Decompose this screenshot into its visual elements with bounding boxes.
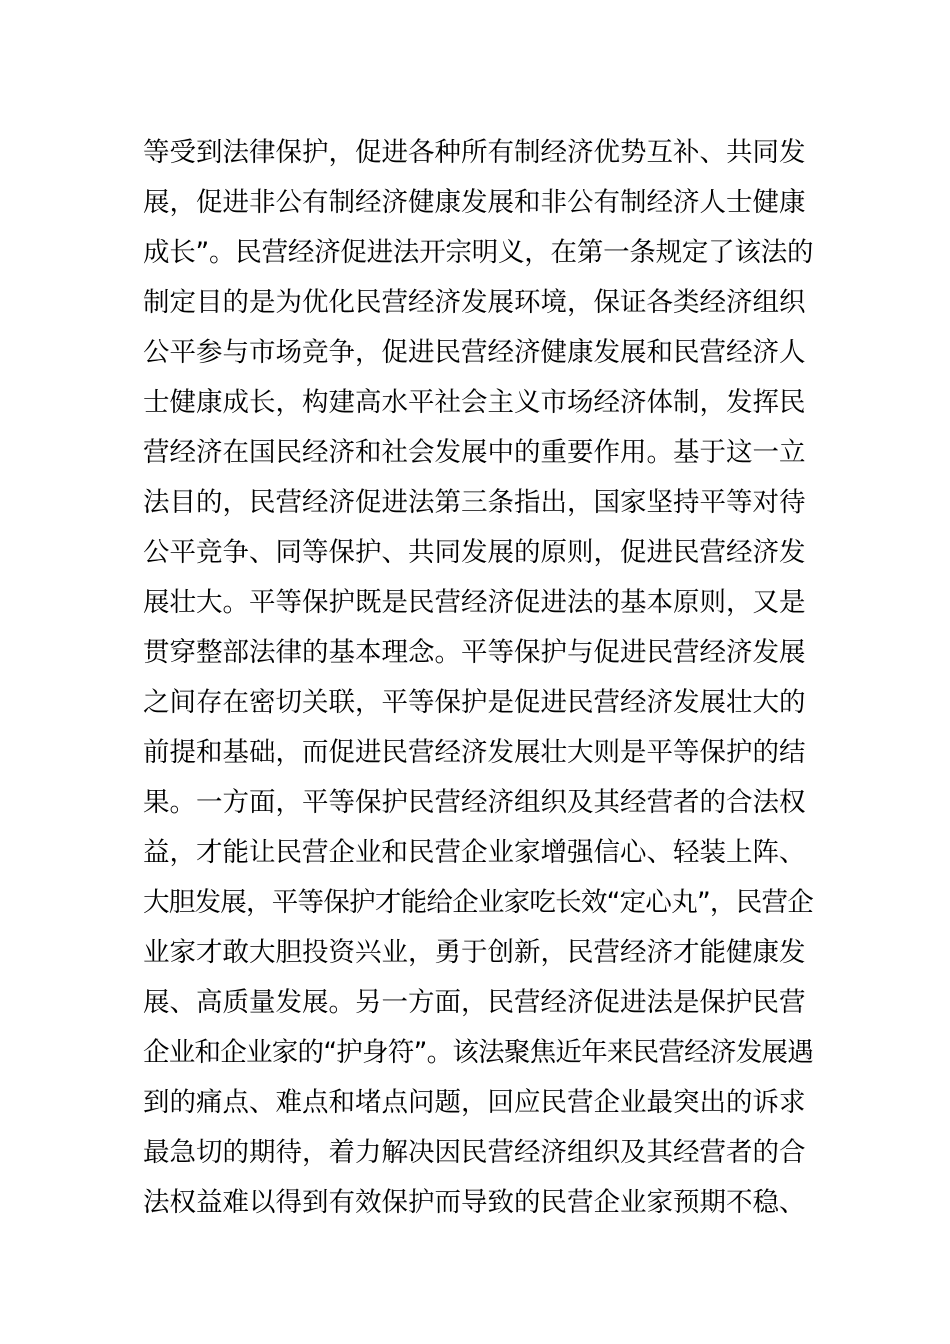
text-line: 展，促进非公有制经济健康发展和非公有制经济人士健康 bbox=[143, 187, 806, 218]
text-line: 法目的，民营经济促进法第三条指出，国家坚持平等对待 bbox=[143, 487, 806, 518]
text-line: 贯穿整部法律的基本理念。平等保护与促进民营经济发展 bbox=[143, 637, 806, 668]
text-line: 等受到法律保护，促进各种所有制经济优势互补、共同发 bbox=[143, 137, 806, 168]
text-line: 公平参与市场竞争，促进民营经济健康发展和民营经济人 bbox=[143, 337, 806, 368]
text-line: 大胆发展，平等保护才能给企业家吃长效“定心丸”，民营企 bbox=[143, 887, 813, 918]
text-line: 成长”。民营经济促进法开宗明义，在第一条规定了该法的 bbox=[143, 237, 813, 268]
text-line: 之间存在密切关联，平等保护是促进民营经济发展壮大的 bbox=[143, 687, 806, 718]
text-line: 果。一方面，平等保护民营经济组织及其经营者的合法权 bbox=[143, 787, 806, 818]
text-line: 企业和企业家的“护身符”。该法聚焦近年来民营经济发展遇 bbox=[143, 1037, 813, 1068]
text-line: 益，才能让民营企业和民营企业家增强信心、轻装上阵、 bbox=[143, 837, 806, 868]
text-line: 士健康成长，构建高水平社会主义市场经济体制，发挥民 bbox=[143, 387, 806, 418]
text-line: 制定目的是为优化民营经济发展环境，保证各类经济组织 bbox=[143, 287, 806, 318]
text-line: 展壮大。平等保护既是民营经济促进法的基本原则，又是 bbox=[143, 587, 806, 618]
text-line: 业家才敢大胆投资兴业，勇于创新，民营经济才能健康发 bbox=[143, 937, 806, 968]
text-line: 前提和基础，而促进民营经济发展壮大则是平等保护的结 bbox=[143, 737, 806, 768]
text-line: 法权益难以得到有效保护而导致的民营企业家预期不稳、 bbox=[143, 1187, 806, 1218]
text-line: 营经济在国民经济和社会发展中的重要作用。基于这一立 bbox=[143, 437, 806, 468]
text-line: 到的痛点、难点和堵点问题，回应民营企业最突出的诉求 bbox=[143, 1087, 806, 1118]
text-line: 最急切的期待，着力解决因民营经济组织及其经营者的合 bbox=[143, 1137, 806, 1168]
text-line: 公平竞争、同等保护、共同发展的原则，促进民营经济发 bbox=[143, 537, 806, 568]
body-text bbox=[143, 128, 813, 1228]
text-line: 展、高质量发展。另一方面，民营经济促进法是保护民营 bbox=[143, 987, 806, 1018]
